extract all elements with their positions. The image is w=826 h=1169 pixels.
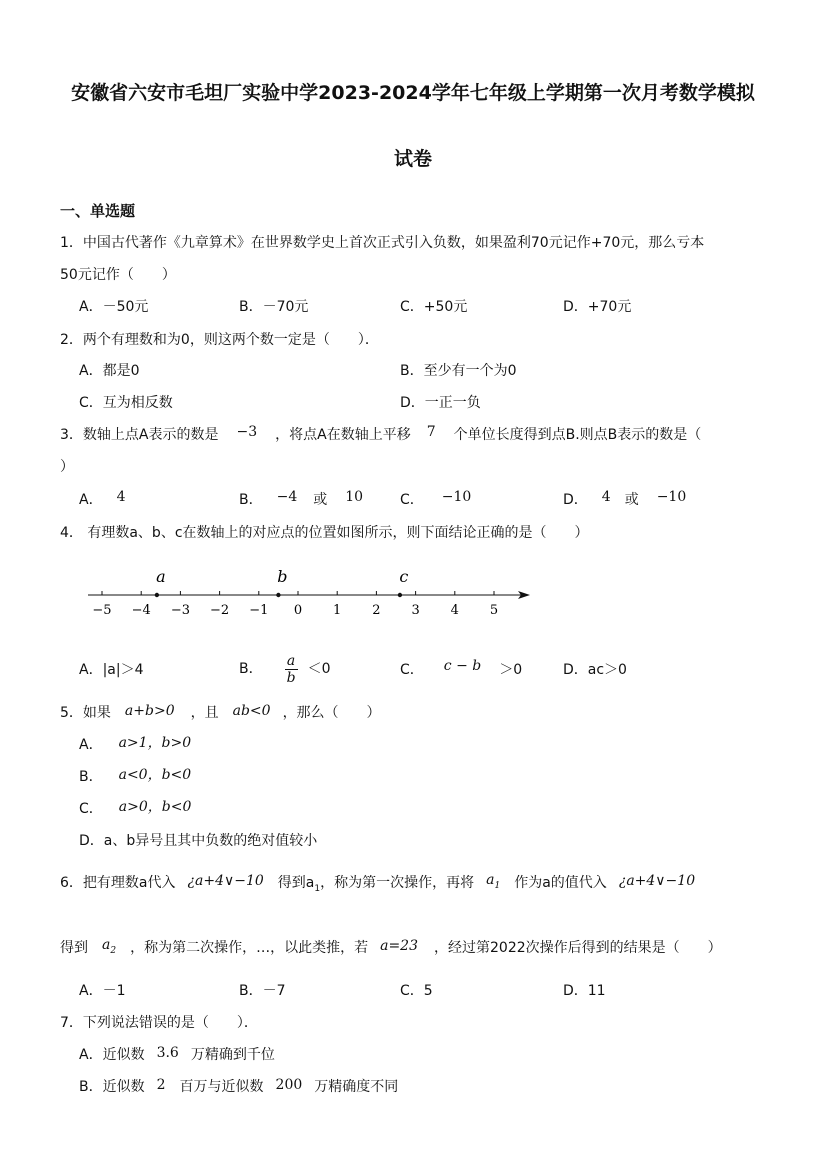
q4-c-relation: ＞0 bbox=[499, 662, 523, 678]
number-line-tick-label: 5 bbox=[489, 603, 499, 618]
q3-a-value: 4 bbox=[116, 489, 126, 505]
q1-stem-line2: 50元记作（ ） bbox=[60, 267, 176, 283]
q3-c-label: C． bbox=[400, 492, 424, 508]
q3-c-value: −10 bbox=[441, 489, 472, 505]
number-line-tick-label: −2 bbox=[210, 603, 230, 618]
q5-c-label: C． bbox=[79, 801, 103, 817]
number-line-tick-label: 4 bbox=[450, 603, 459, 618]
q7-a-text-1: A．近似数 bbox=[79, 1047, 145, 1063]
number-line-tick-label: −4 bbox=[131, 603, 151, 618]
number-line-point-label: c bbox=[399, 567, 409, 586]
q3-d-or: 或 bbox=[624, 492, 639, 508]
q5-math-1: a+b>0 bbox=[124, 703, 175, 719]
q7-a-text-2: 万精确到千位 bbox=[190, 1047, 275, 1063]
number-line-point-a bbox=[155, 593, 159, 597]
q2-option-b: B．至少有一个为0 bbox=[400, 363, 517, 379]
q4-stem: 4． 有理数a、b、c在数轴上的对应点的位置如图所示，则下面结论正确的是（ ） bbox=[60, 525, 589, 541]
q5-option-b bbox=[79, 767, 191, 787]
number-line-point-label: b bbox=[277, 567, 288, 586]
q7-b-text-1: B．近似数 bbox=[79, 1079, 145, 1095]
q5-option-c bbox=[79, 799, 191, 819]
q3-text-1: 3．数轴上点A表示的数是 bbox=[60, 427, 219, 443]
q1-option-d: D．+70元 bbox=[563, 299, 632, 315]
q4-b-denominator: b bbox=[286, 669, 296, 686]
q6-option-d: D．11 bbox=[563, 983, 606, 999]
number-line-tick-label: −1 bbox=[249, 603, 269, 618]
q7-b-math-2: 200 bbox=[275, 1077, 303, 1093]
q4-b-fraction bbox=[285, 653, 298, 686]
number-line-tick-label: −3 bbox=[170, 603, 190, 618]
q3-option-c bbox=[400, 490, 471, 510]
q5-a-expr: a>1，b>0 bbox=[118, 735, 192, 751]
q3-option-a bbox=[79, 490, 126, 510]
q6-option-c: C．5 bbox=[400, 983, 433, 999]
q4-option-d: D．ac＞0 bbox=[563, 662, 627, 678]
q3-text-2: ，将点A在数轴上平移 bbox=[275, 427, 411, 443]
q4-c-expr: c − b bbox=[443, 658, 482, 674]
number-line-point-c bbox=[398, 593, 402, 597]
q1-option-c: C．+50元 bbox=[400, 299, 468, 315]
exam-title-line1: 安徽省六安市毛坦厂实验中学2023-2024学年七年级上学期第一次月考数学模拟 bbox=[71, 82, 755, 104]
q3-option-b bbox=[239, 490, 363, 510]
number-line-tick-label: 1 bbox=[333, 603, 342, 618]
q3-d-value2: −10 bbox=[656, 489, 687, 505]
q5-a-label: A． bbox=[79, 737, 103, 753]
q5-math-2: ab<0 bbox=[232, 703, 271, 719]
q3-stem bbox=[60, 425, 701, 445]
q7-b-math-1: 2 bbox=[156, 1077, 166, 1093]
q4-option-b bbox=[239, 650, 331, 688]
q3-d-label: D． bbox=[563, 492, 588, 508]
q6-text-3: ，称为第一次操作，再将 bbox=[320, 875, 475, 891]
q6-text-7: ，经过第2022次操作后得到的结果是（ ） bbox=[434, 940, 722, 956]
number-line-point-label: a bbox=[156, 567, 166, 586]
q3-b-label: B． bbox=[239, 492, 263, 508]
q5-text-1: 5．如果 bbox=[60, 705, 111, 721]
q6-option-b: B．－7 bbox=[239, 983, 286, 999]
q7-b-text-2: 百万与近似数 bbox=[179, 1079, 264, 1095]
q1-option-b: B．－70元 bbox=[239, 299, 309, 315]
q6-math-4-sub: 2 bbox=[110, 945, 117, 956]
q3-b-value1: −4 bbox=[276, 489, 298, 505]
q5-text-2: ，且 bbox=[190, 705, 219, 721]
q6-option-a: A．－1 bbox=[79, 983, 126, 999]
q5-option-d: D．a、b异号且其中负数的绝对值较小 bbox=[79, 833, 318, 849]
q3-a-label: A． bbox=[79, 492, 103, 508]
q7-option-a bbox=[79, 1045, 275, 1065]
q6-math-2-base: a bbox=[486, 872, 495, 888]
q6-text-1: 6．把有理数a代入 bbox=[60, 875, 176, 891]
q6-sub-1: 1 bbox=[314, 883, 321, 894]
q5-option-a bbox=[79, 735, 191, 755]
q1-option-a: A．－50元 bbox=[79, 299, 149, 315]
q4-option-a: A．|a|＞4 bbox=[79, 662, 144, 678]
q6-math-2 bbox=[486, 872, 501, 891]
q3-option-d bbox=[563, 490, 686, 510]
section-heading: 一、单选题 bbox=[60, 202, 136, 220]
q2-option-a: A．都是0 bbox=[79, 363, 140, 379]
q6-math-5: a=23 bbox=[380, 938, 418, 954]
q6-math-1: ¿a+4∨−10 bbox=[187, 873, 264, 889]
number-line-tick-label: 2 bbox=[372, 603, 381, 618]
q6-math-4-base: a bbox=[102, 937, 111, 953]
q6-stem-line2 bbox=[60, 938, 722, 964]
number-line-tick-label: −5 bbox=[92, 603, 112, 618]
q7-b-text-3: 万精确度不同 bbox=[314, 1079, 399, 1095]
q6-math-4 bbox=[102, 937, 117, 956]
q6-stem-line1 bbox=[60, 873, 695, 899]
q3-stem-line2: ） bbox=[60, 459, 74, 475]
q5-stem bbox=[60, 703, 381, 723]
q3-b-or: 或 bbox=[313, 492, 328, 508]
q2-stem: 2．两个有理数和为0，则这两个数一定是（ ）． bbox=[60, 332, 379, 348]
q5-b-label: B． bbox=[79, 769, 103, 785]
exam-title-line2: 试卷 bbox=[393, 148, 432, 170]
q5-b-expr: a<0，b<0 bbox=[118, 767, 192, 783]
q4-b-relation: ＜0 bbox=[307, 661, 331, 677]
q4-b-numerator: a bbox=[285, 653, 298, 670]
q6-text-2: 得到a bbox=[277, 875, 315, 891]
q3-math-1: −3 bbox=[236, 424, 258, 440]
q3-d-value1: 4 bbox=[601, 489, 611, 505]
q2-option-c: C．互为相反数 bbox=[79, 395, 173, 411]
q4-option-c bbox=[400, 660, 522, 680]
q7-a-math: 3.6 bbox=[156, 1045, 179, 1061]
q5-text-3: ，那么（ ） bbox=[282, 705, 381, 721]
q7-option-b bbox=[79, 1077, 398, 1097]
number-line-tick-label: 3 bbox=[411, 603, 420, 618]
number-line-point-b bbox=[276, 593, 280, 597]
number-line-tick-label: 0 bbox=[293, 603, 303, 618]
q5-c-expr: a>0，b<0 bbox=[118, 799, 192, 815]
q7-stem: 7．下列说法错误的是（ ）． bbox=[60, 1015, 258, 1031]
q3-b-value2: 10 bbox=[345, 489, 364, 505]
q4-b-label: B． bbox=[239, 661, 263, 677]
q3-math-2: 7 bbox=[426, 424, 436, 440]
q6-math-2-sub: 1 bbox=[494, 880, 501, 891]
q6-text-6: ，称为第二次操作，…，以此类推，若 bbox=[130, 940, 369, 956]
q2-option-d: D．一正一负 bbox=[400, 395, 481, 411]
q6-math-3: ¿a+4∨−10 bbox=[618, 873, 696, 889]
q6-text-4: 作为a的值代入 bbox=[514, 875, 607, 891]
q6-text-5: 得到 bbox=[60, 940, 88, 956]
number-line-figure bbox=[80, 562, 540, 626]
q3-text-3: 个单位长度得到点B.则点B表示的数是（ bbox=[453, 427, 702, 443]
q1-stem-line1: 1．中国古代著作《九章算术》在世界数学史上首次正式引入负数，如果盈利70元记作+70元，那么亏本 bbox=[60, 235, 705, 251]
q4-c-label: C． bbox=[400, 662, 424, 678]
